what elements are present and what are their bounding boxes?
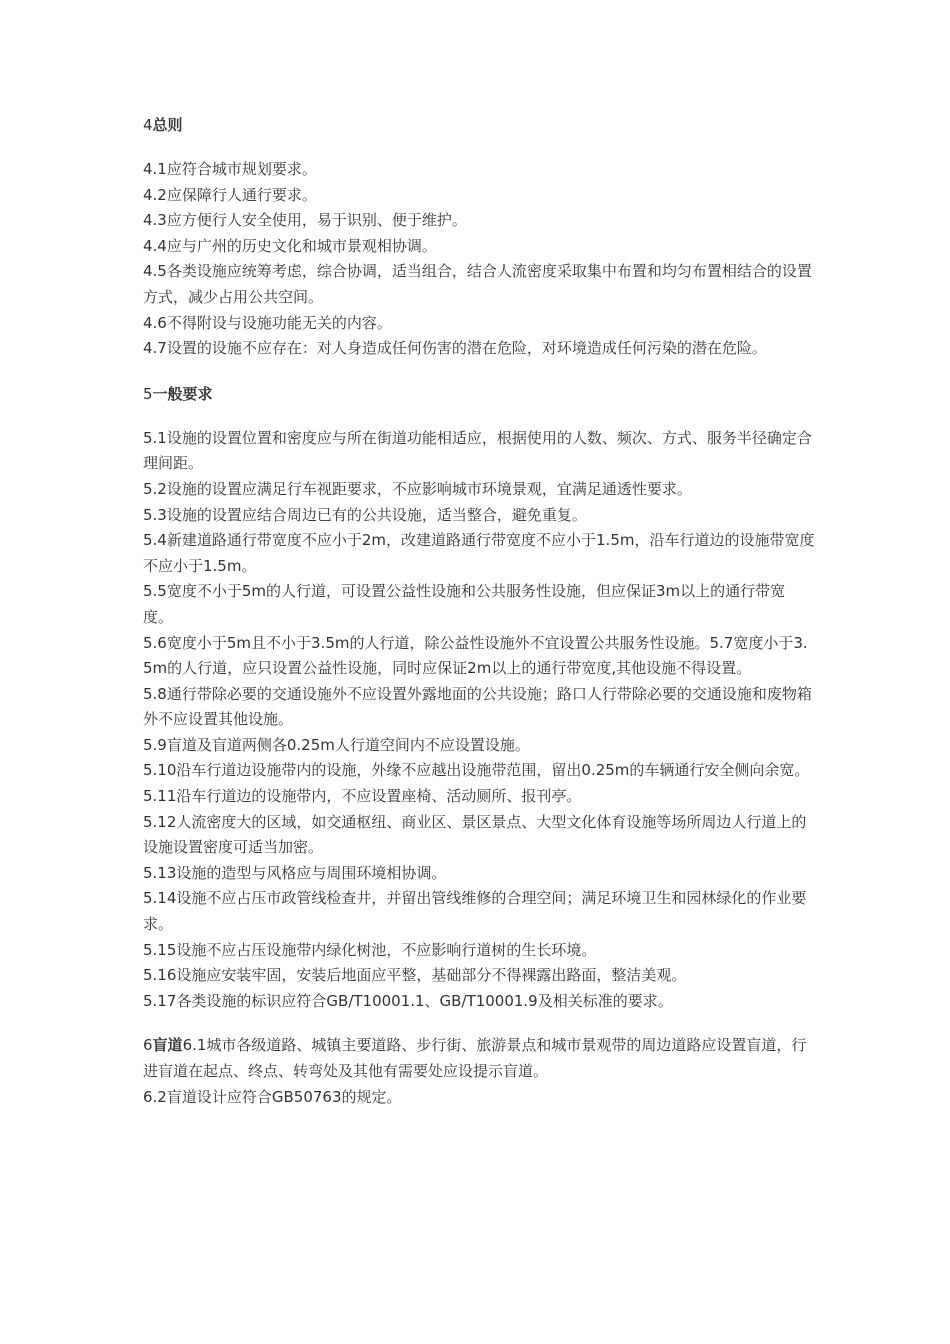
- section-number: 5: [143, 384, 153, 403]
- section-title: 盲道: [152, 1036, 183, 1055]
- clause-6-2: 6.2盲道设计应符合GB50763的规定。: [143, 1087, 402, 1106]
- section-6-paragraph: [143, 1033, 815, 1084]
- section-title: 总则: [152, 116, 183, 134]
- clause-5-6: 5.6宽度小于5m且不小于3.5m的人行道，除公益性设施外不宜设置公共服务性设施。5.7宽度小于3.5m的人行道，应只设置公益性设施，同时应保证2m以上的通行带宽度,其他设施不得设置。: [143, 633, 808, 678]
- section-heading: [143, 112, 815, 138]
- clause-4-5: 4.5各类设施应统筹考虑，综合协调，适当组合，结合人流密度采取集中布置和均匀布置相结合的设置方式，减少占用公共空间。: [143, 262, 812, 306]
- clause-4-4: 4.4应与广州的历史文化和城市景观相协调。: [143, 236, 437, 255]
- section-heading: [143, 1036, 183, 1054]
- clause-4-7: 4.7设置的设施不应存在：对人身造成任何伤害的潜在危险，对环境造成任何污染的潜在危险。: [143, 339, 767, 358]
- section-heading: [143, 381, 815, 407]
- document-page: [143, 112, 815, 1110]
- clause-5-14: 5.14设施不应占压市政管线检查井，并留出管线维修的合理空间；满足环境卫生和园林绿化的作业要求。: [143, 889, 807, 934]
- clause-4-6: 4.6不得附设与设施功能无关的内容。: [143, 313, 392, 332]
- clause-4-3: 4.3应方便行人安全使用，易于识别、便于维护。: [143, 211, 467, 230]
- clause-6-1: 6.1城市各级道路、城镇主要道路、步行街、旅游景点和城市景观带的周边道路应设置盲道，行进盲道在起点、终点、转弯处及其他有需要处应设提示盲道。: [143, 1036, 807, 1080]
- clause-5-1: 5.1设施的设置位置和密度应与所在街道功能相适应，根据使用的人数、频次、方式、服务半径确定合理间距。: [143, 428, 812, 473]
- section-number: 4: [143, 116, 153, 134]
- clause-5-2: 5.2设施的设置应满足行车视距要求，不应影响城市环境景观，宜满足通透性要求。: [143, 479, 692, 498]
- clause-5-12: 5.12人流密度大的区域，如交通枢纽、商业区、景区景点、大型文化体育设施等场所周边人行道上的设施设置密度可适当加密。: [143, 812, 807, 857]
- clause-5-13: 5.13设施的造型与风格应与周围环境相协调。: [143, 863, 447, 882]
- clause-5-4: 5.4新建道路通行带宽度不应小于2m，改建道路通行带宽度不应小于1.5m，沿车行道边的设施带宽度不应小于1.5m。: [143, 531, 815, 575]
- clause-5-5: 5.5宽度不小于5m的人行道，可设置公益性设施和公共服务性设施，但应保证3m以上的通行带宽度。: [143, 582, 786, 626]
- clause-5-15: 5.15设施不应占压设施带内绿化树池，不应影响行道树的生长环境。: [143, 940, 597, 959]
- section-title: 一般要求: [152, 384, 213, 403]
- clause-5-8: 5.8通行带除必要的交通设施外不应设置外露地面的公共设施；路口人行带除必要的交通设施和废物箱外不应设置其他设施。: [143, 684, 812, 729]
- clause-5-17: 5.17各类设施的标识应符合GB/T10001.1、GB/T10001.9及相关标准的要求。: [143, 991, 673, 1010]
- clause-5-3: 5.3设施的设置应结合周边已有的公共设施，适当整合，避免重复。: [143, 505, 587, 524]
- clause-5-9: 5.9盲道及盲道两侧各0.25m人行道空间内不应设置设施。: [143, 735, 530, 754]
- section-number: 6: [143, 1036, 153, 1055]
- clause-4-2: 4.2应保障行人通行要求。: [143, 185, 317, 204]
- clause-5-10: 5.10沿车行道边设施带内的设施，外缘不应越出设施带范围，留出0.25m的车辆通行安全侧向余宽。: [143, 761, 810, 780]
- clause-4-1: 4.1应符合城市规划要求。: [143, 160, 317, 178]
- clause-5-11: 5.11沿车行道边的设施带内，不应设置座椅、活动厕所、报刊亭。: [143, 787, 582, 806]
- clause-5-16: 5.16设施应安装牢固，安装后地面应平整，基础部分不得裸露出路面，整洁美观。: [143, 966, 687, 985]
